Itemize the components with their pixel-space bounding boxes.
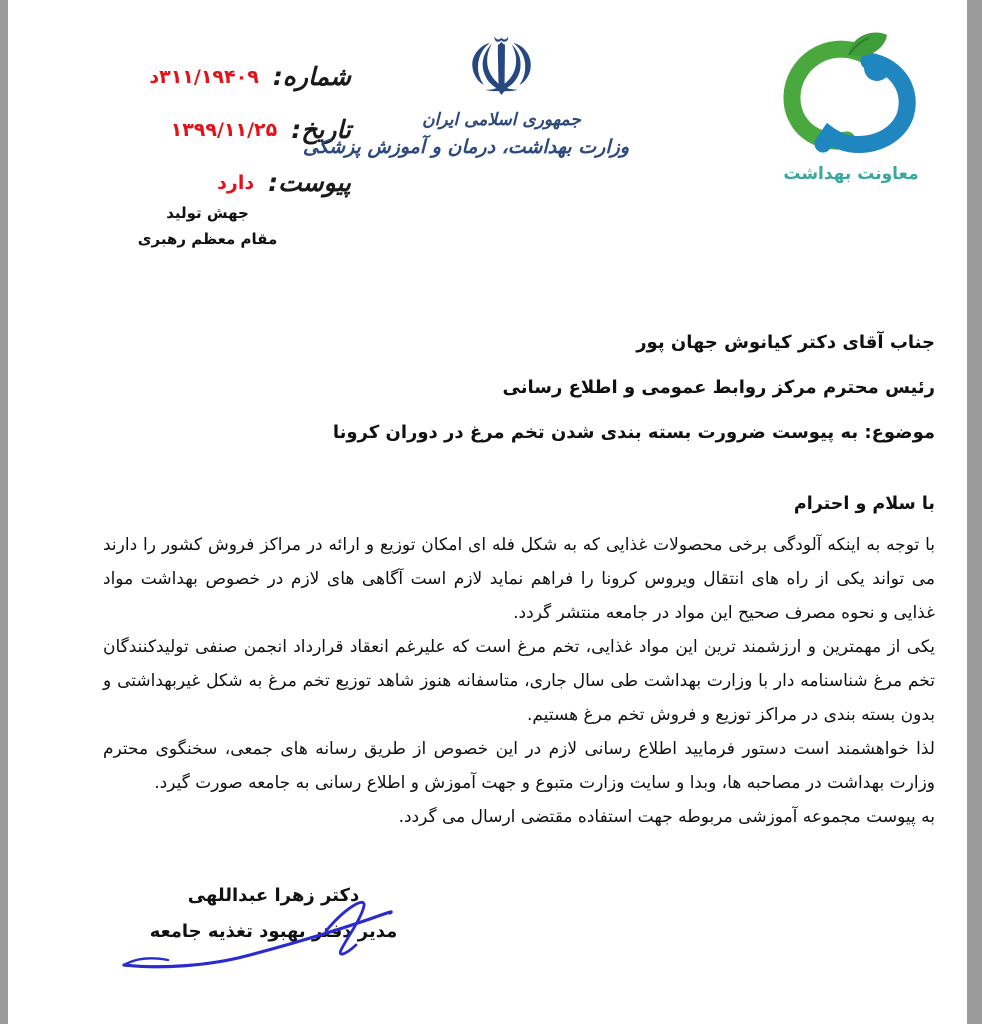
logo-caption: معاونت بهداشت [783,164,919,184]
leaf-icon [849,32,887,56]
letter-page [8,0,967,1024]
subject-text: به پیوست ضرورت بسته بندی شدن تخم مرغ در دوران کرونا [332,422,865,443]
year-slogan [100,200,315,252]
paragraph-1: با توجه به اینکه آلودگی برخی محصولات غذایی که به شکل فله ای امکان توزیع و ارائه در مراکز فروش کشور را دارند می تواند یکی از راه های انتقال ویروس کرونا را فراهم نماید لازم است آگاهی های لازم در خصوص بهداشت مواد غذایی و نحوه مصرف صحیح این مواد در جامعه منتشر گردد. [103,535,935,623]
meta-row-number [66,50,351,103]
logo-dot [864,55,890,81]
signer-name: دکتر زهرا عبداللهی [187,885,360,906]
recipient-block [103,320,935,455]
health-deputy-logo-icon [777,28,925,158]
paragraph-2: یکی از مهمترین و ارزشمند ترین این مواد غذایی، تخم مرغ است که علیرغم انعقاد قرارداد انجمن صنفی تولیدکنندگان تخم مرغ شناسنامه دار با وزارت بهداشت طی سال جاری، متاسفانه هنوز شاهد توزیع تخم مرغ به شکل غیربهداشتی و بدون بسته بندی در مراکز توزیع و فروش تخم مرغ هستیم. [103,637,935,725]
paragraph-3: لذا خواهشمند است دستور فرمایید اطلاع رسانی لازم در این خصوص از طریق رسانه های جمعی، سخنگوی محترم وزارت بهداشت در مصاحبه ها، وبدا و سایت وزارت متبوع و جهت آموزش و اطلاع رسانی به جامعه صورت گیرد. [103,739,935,793]
attachment-label: پیوست: [268,168,351,197]
slogan-title: جهش تولید [166,204,249,222]
letterhead-logo [766,28,936,184]
left-gutter [0,0,8,1024]
date-value: ۱۳۹۹/۱۱/۲۵ [170,118,278,141]
attachment-value: دارد [217,171,255,194]
ministry-name: وزارت بهداشت، درمان و آموزش پزشکی [302,136,629,158]
slogan-attribution: مقام معظم رهبری [137,230,278,248]
recipient-title: رئیس محترم مرکز روابط عمومی و اطلاع رسانی [502,377,935,398]
paragraph-4: به پیوست مجموعه آموزشی مربوطه جهت استفاده مقتضی ارسال می گردد. [398,807,935,827]
date-label: تاریخ: [291,115,351,144]
country-name: جمهوری اسلامی ایران [422,110,581,130]
right-gutter [967,0,982,1024]
salutation: با سلام و احترام [793,494,935,514]
iran-emblem-icon: ☫ [465,21,538,114]
recipient-name: جناب آقای دکتر کیانوش جهان پور [636,332,935,353]
number-label: شماره: [272,62,351,91]
signer-title: مدیر دفتر بهبود تغذیه جامعه [149,921,398,942]
subject-line [103,410,935,455]
letter-meta-block [66,50,351,209]
subject-label: موضوع: [864,422,935,443]
letter-body [103,528,935,834]
number-value: ۳۱۱/۱۹۴۰۹د [149,65,259,88]
signature-block [126,878,421,950]
